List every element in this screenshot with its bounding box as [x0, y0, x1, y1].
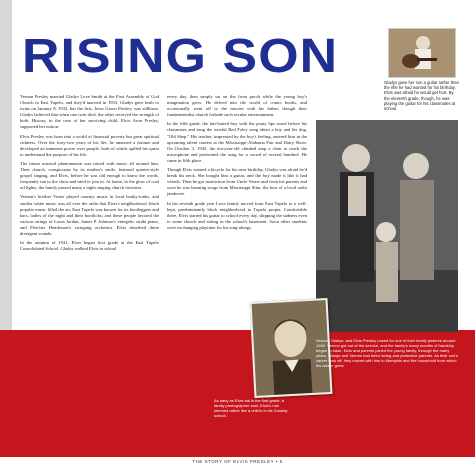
family-photo: [316, 120, 458, 332]
paragraph: Vernon Presley married Gladys Love Smith at the First Assembly of God Church in East Tupelo, and they'd married in 1933. Gladys gave birth to twins on January 8, 1935, but the first, Jesse Garon Presley, was stillborn. Gladys believed that when one twin died, the other received the strength of both. History, in the case of her surviving child, Elvis Aron Presley, supported her notion.: [20, 94, 159, 130]
guitar-photo-caption: Gladys gave her son a guitar rather than the rifle he had wanted for his birthday. Elvis was afraid he would get hurt. By the eleventh grade, though, he was playing the guitar for his classmates at school.: [384, 80, 459, 112]
family-photo-caption: Vernon, Gladys, and Elvis Presley posed for one of their family pictures around 1945. Vernon got out of the service, and the family's many months of hardship began to ease. Elvis and parents joined the young family, through the many years, Gladys and Vernon had been loving and protective parents. As their son's career took off, they moved with him to Memphis and the household from which his career grew.: [316, 338, 458, 368]
paragraph: Vernon's brother Vester played country music in local honky-tonks, and similar white music was all over the radio that Elvis's neighborhood, black popular music filled the air. East Tupelo was known for its bootleggers and bars, ladies of the night and their bootlicks; and these people favored the various strings of Louis Jordan, James P. Johnson's energetic stride piano, and Fletcher Henderson's swinging orchestra. Elvis absorbed these divergent sounds.: [20, 194, 159, 236]
paragraph: every day, then simply sat on the front porch while the young boy's imagination grew. He delved into the world of comic books, and occasionally went off to the movies with his father, though their fundamentalist church forbade such secular entertainment.: [167, 94, 307, 118]
page-title: RISING SON: [22, 30, 339, 83]
paragraph: Though Elvis wanted a bicycle for his next birthday, Gladys was afraid he'd break his neck. She bought him a guitar, and the boy made it like it had wheels. Then he got instruction from Uncle Vester and from his parents and soon he was learning songs from Mississippi Slim, the host of a local radio jamboree.: [167, 167, 307, 197]
article-column-1: [20, 94, 159, 255]
paragraph: In his seventh grade year Love family moved from East Tupelo to a well-kept, predominantly black neighborhood in Tupelo proper. Comfortable there, Elvis started his guitar to school every day, shipping the sadness even to some church and sitting in the school's basement. Soon other students were exchanging playtime for his sing-alongs.: [167, 200, 307, 230]
article-column-2: [167, 94, 307, 234]
page-footer: THE STORY OF ELVIS PRESLEY • 5: [192, 459, 283, 464]
paragraph: Elvis Presley was born into a world of financial poverty but great spiritual richness. Over the forty-two years of his life, he amassed a fortune and developed an immense power over people, both of which spilled his quest to understand the purpose of his life.: [20, 133, 159, 157]
paragraph: The future musical phenomenon was raised with music all around him. Their church, conspicuous by its mother's smile, featured quartet-style gospel singing, and Elvis, before he was old enough to know the words, frequently ran to the choir and tried to join in. At home, in the glow of coal oil lights, the family passed many a night singing church favorites.: [20, 160, 159, 191]
portrait-caption: As early as Elvis sat in the first grade, a family photographer said, Elvis's hair seemed rather like a child's in his Sunday school.: [214, 398, 288, 418]
paragraph: In the fifth grade, the fair-haired boy with the pouty lips stood before his classmates and sang the woeful Red Foley song about a boy and his dog, "Old Shep." His teacher, impressed by the boy's feeling, entered him in the upcoming talent contest at the Mississippi-Alabama Fair and Dairy Show. On October 3, 1945, the ten-year-old climbed atop a chair to reach the microphone and performed the song for a crowd of several hundred. He came in fifth place.: [167, 121, 307, 163]
guitar-photo: [388, 28, 456, 78]
paragraph: In the autumn of 1941, Elvis began first grade at the East Tupelo Consolidated School. Gladys walked Elvis to school: [20, 240, 159, 252]
